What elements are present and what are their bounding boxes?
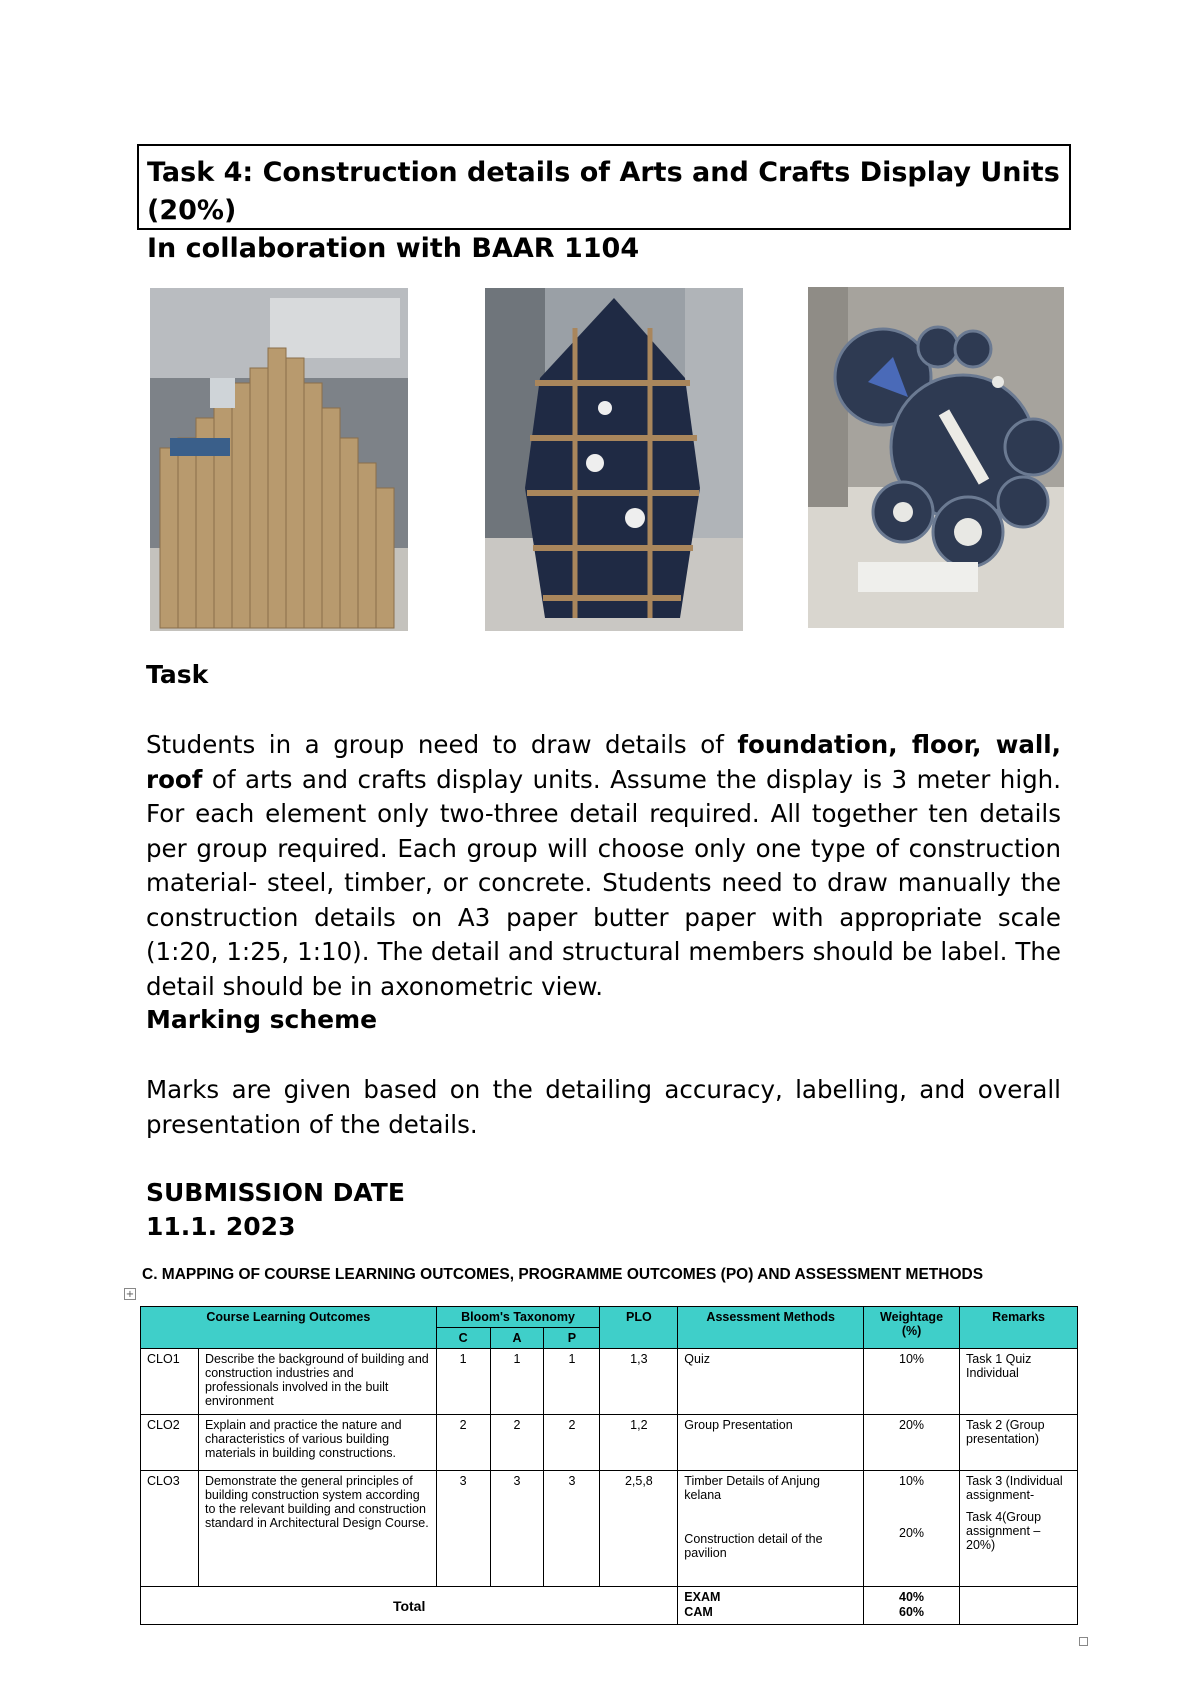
table-row [141, 1471, 1078, 1587]
assessment-method: Group Presentation [678, 1415, 864, 1471]
header-bloom: Bloom's Taxonomy [436, 1307, 600, 1328]
bloom-a: 3 [490, 1471, 544, 1587]
total-exam: EXAM [684, 1590, 721, 1604]
weightage-2: 20% [899, 1526, 925, 1540]
remarks: Task 3 (Individual assignment- [966, 1474, 1063, 1502]
total-weight-cell [864, 1587, 960, 1625]
total-label: Total [141, 1587, 678, 1625]
remarks: Task 1 Quiz Individual [960, 1349, 1078, 1415]
header-methods: Assessment Methods [678, 1307, 864, 1349]
total-cam-weight: 60% [899, 1605, 925, 1619]
bloom-c: 2 [436, 1415, 490, 1471]
header-c: C [436, 1328, 490, 1349]
submission-date: 11.1. 2023 [146, 1212, 296, 1241]
marking-heading: Marking scheme [146, 1005, 378, 1034]
header-p: P [544, 1328, 600, 1349]
task-text-part2: of arts and crafts display units. Assume the display is 3 meter high. For each element only two-three detail required. All together ten details per group required. Each group will choose only one type of construction material- steel, timber, or concrete. Students need to draw manually the construction details on A3 paper butter paper with appropriate scale (1:20, 1:25, 1:10). The detail and structural members should be label. The detail should be in axonometric view. [146, 764, 1061, 1001]
clo-id: CLO2 [141, 1415, 199, 1471]
assessment-method-cell [678, 1471, 864, 1587]
table-total-row [141, 1587, 1078, 1625]
weightage: 10% [864, 1349, 960, 1415]
clo-id: CLO3 [141, 1471, 199, 1587]
clo-id: CLO1 [141, 1349, 199, 1415]
total-exam-weight: 40% [899, 1590, 925, 1604]
bloom-c: 3 [436, 1471, 490, 1587]
table-resize-handle-icon[interactable] [1079, 1637, 1088, 1646]
task-subtitle: In collaboration with BAAR 1104 [147, 233, 640, 264]
task-title: Task 4: Construction details of Arts and Crafts Display Units (20%) [147, 157, 1060, 226]
bloom-p: 3 [544, 1471, 600, 1587]
clo-desc: Explain and practice the nature and characteristics of various building materials in building constructions. [198, 1415, 436, 1471]
header-plo: PLO [600, 1307, 678, 1349]
task-text-elements: foundation, floor, wall, roof [146, 730, 1061, 794]
weightage-cell [864, 1471, 960, 1587]
mapping-title: C. MAPPING OF COURSE LEARNING OUTCOMES, PROGRAMME OUTCOMES (PO) AND ASSESSMENT METHODS [142, 1266, 984, 1283]
submission-heading: SUBMISSION DATE [146, 1178, 405, 1207]
bloom-a: 1 [490, 1349, 544, 1415]
header-clo: Course Learning Outcomes [141, 1307, 437, 1349]
table-row [141, 1415, 1078, 1471]
clo-desc: Demonstrate the general principles of building construction system according to the relevant building and construction standard in Architectural Design Course. [198, 1471, 436, 1587]
mapping-table [140, 1306, 1078, 1625]
weightage: 20% [864, 1415, 960, 1471]
assessment-method: Quiz [678, 1349, 864, 1415]
total-cam: CAM [684, 1605, 713, 1619]
header-remarks: Remarks [960, 1307, 1078, 1349]
total-methods-cell [678, 1587, 864, 1625]
plo-value: 2,5,8 [600, 1471, 678, 1587]
plo-value: 1,3 [600, 1349, 678, 1415]
bloom-p: 2 [544, 1415, 600, 1471]
photo-cardboard-tube-unit [150, 288, 408, 631]
photo-circular-tube-cluster [808, 287, 1064, 628]
task-title-box [137, 144, 1071, 264]
task-heading: Task [146, 660, 209, 689]
table-move-handle-icon[interactable]: + [125, 1289, 135, 1300]
weightage: 10% [899, 1474, 925, 1488]
clo-desc: Describe the background of building and construction industries and professionals involved in the built environment [198, 1349, 436, 1415]
bloom-p: 1 [544, 1349, 600, 1415]
photo-shelving-tower [485, 288, 743, 631]
remarks: Task 2 (Group presentation) [960, 1415, 1078, 1471]
table-header-row [141, 1307, 1078, 1328]
marking-text: Marks are given based on the detailing accuracy, labelling, and overall presentation of the details. [146, 1075, 1061, 1139]
bloom-a: 2 [490, 1415, 544, 1471]
task-text-part1: Students in a group need to draw details of [146, 730, 738, 759]
remarks-cell [960, 1471, 1078, 1587]
bloom-c: 1 [436, 1349, 490, 1415]
task-description [146, 728, 1061, 1004]
assessment-method: Timber Details of Anjung kelana [684, 1474, 821, 1502]
header-weight: Weightage (%) [864, 1307, 960, 1349]
table-row [141, 1349, 1078, 1415]
assessment-method-2: Construction detail of the pavilion [684, 1532, 823, 1560]
total-remarks [960, 1587, 1078, 1625]
header-a: A [490, 1328, 544, 1349]
plo-value: 1,2 [600, 1415, 678, 1471]
remarks-2: Task 4(Group assignment – 20%) [966, 1510, 1042, 1552]
